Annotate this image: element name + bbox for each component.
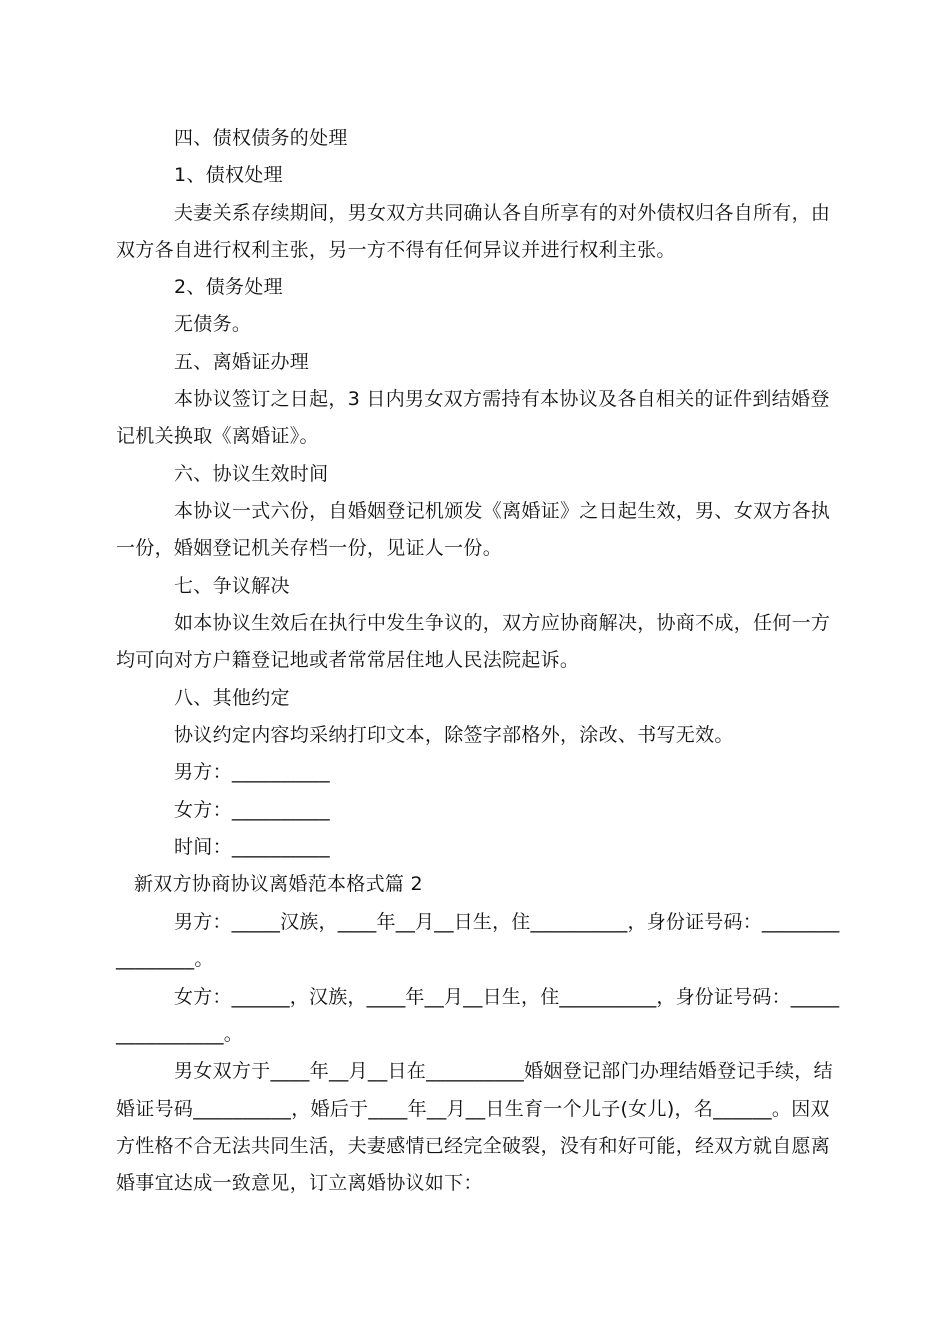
paragraph-line: 男方：_____汉族，____年__月__日生，住__________，身份证号码：________: [174, 911, 840, 933]
subsection-heading: 2、债务处理: [174, 276, 283, 298]
paragraph-line: 女方：______，汉族，____年__月__日生，住__________，身份证号码：_____: [174, 986, 840, 1008]
paragraph-line: 无债务。: [174, 313, 252, 335]
paragraph-line: 本协议签订之日起，3 日内男女双方需持有本协议及各自相关的证件到结婚登: [174, 388, 830, 410]
paragraph-line: 方性格不合无法共同生活，夫妻感情已经完全破裂，没有和好可能，经双方就自愿离: [116, 1135, 831, 1157]
paragraph-line: 男女双方于____年__月__日在__________婚姻登记部门办理结婚登记手续，结: [174, 1060, 833, 1082]
section-heading: 八、其他约定: [174, 687, 290, 709]
section-heading: 四、债权债务的处理: [174, 127, 348, 149]
section-heading: 六、协议生效时间: [174, 463, 329, 485]
document-title: 新双方协商协议离婚范本格式篇 2: [134, 873, 423, 895]
paragraph-line: 记机关换取《离婚证》。: [116, 425, 319, 447]
paragraph-line: 夫妻关系存续期间，男女双方共同确认各自所享有的对外债权归各自所有，由: [174, 202, 831, 224]
signature-line-date: 时间：__________: [174, 836, 330, 858]
section-heading: 五、离婚证办理: [174, 351, 310, 373]
section-heading: 七、争议解决: [174, 575, 290, 597]
paragraph-line: 本协议一式六份，自婚姻登记机颁发《离婚证》之日起生效，男、女双方各执: [174, 500, 831, 522]
signature-line-male: 男方：__________: [174, 761, 330, 783]
paragraph-line: ___________。: [116, 1023, 244, 1045]
paragraph-line: 婚事宜达成一致意见，订立离婚协议如下：: [116, 1172, 483, 1194]
subsection-heading: 1、债权处理: [174, 164, 283, 186]
paragraph-line: 双方各自进行权利主张，另一方不得有任何异议并进行权利主张。: [116, 239, 676, 261]
paragraph-line: 协议约定内容均采纳打印文本，除签字部格外，涂改、书写无效。: [174, 724, 734, 746]
paragraph-line: 均可向对方户籍登记地或者常常居住地人民法院起诉。: [116, 649, 580, 671]
signature-line-female: 女方：__________: [174, 799, 330, 821]
paragraph-line: ________。: [116, 948, 214, 970]
paragraph-line: 如本协议生效后在执行中发生争议的，双方应协商解决，协商不成，任何一方: [174, 612, 831, 634]
paragraph-line: 一份，婚姻登记机关存档一份，见证人一份。: [116, 537, 503, 559]
paragraph-line: 婚证号码__________，婚后于____年__月__日生育一个儿子(女儿)，名______。因双: [116, 1098, 830, 1120]
